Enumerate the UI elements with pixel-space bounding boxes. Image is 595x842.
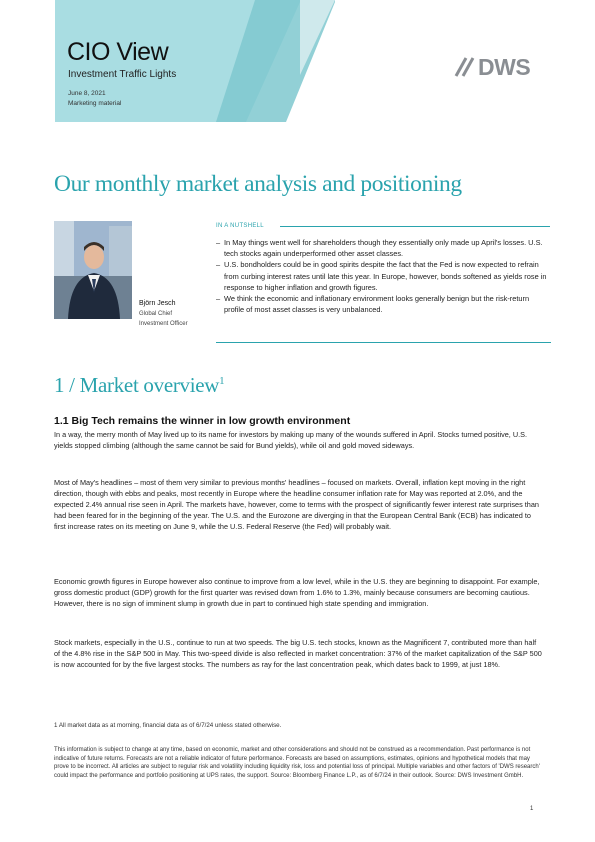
nutshell-list xyxy=(216,237,551,315)
nutshell-item: – We think the economic and inflationary environment looks generally benign but the risk-return profile of most asset classes is very unbalanced. xyxy=(216,293,551,315)
nutshell-item: – In May things went well for shareholders though they essentially only made up April's losses. U.S. tech stocks again underperformed other asset classes. xyxy=(216,237,551,259)
document-tag: Marketing material xyxy=(68,100,122,107)
header-band xyxy=(0,0,340,125)
nutshell-item: – U.S. bondholders could be in good spirits despite the fact that the Fed is now expected to refrain from curbing interest rates until late this year. In Europe, however, bonds softened as yields rose in response to higher inflation and growth figures. xyxy=(216,259,551,293)
document-title: CIO View xyxy=(67,38,169,66)
section-subheading: 1.1 Big Tech remains the winner in low growth environment xyxy=(54,415,351,427)
footnote: 1 All market data as at morning, financial data as of 6/7/24 unless stated otherwise. xyxy=(54,722,282,729)
nutshell-divider xyxy=(280,226,550,227)
author-role-line2: Investment Officer xyxy=(139,321,188,327)
nutshell-bottom-divider xyxy=(216,342,551,343)
paragraph: Most of May's headlines – most of them very similar to previous months' headlines – focused on markets. Overall, inflation kept moving in the right direction, though with ebbs and peaks, most recently in Europe where the headline consumer inflation rate for May was reported at 2.0%, and the expected 2.4% annual rise seen in April. The markets have, however, come to terms with the prospect of significantly fewer interest rate surprises than had been feared for in the beginning of the year. The U.S. and the Eurozone are diverging in that the European Central Bank (ECB) has indicated to first increase rates on its meeting on June 9, while the U.S. Federal Reserve (the Fed) will probably wait. xyxy=(54,478,539,531)
paragraph: Economic growth figures in Europe however also continue to improve from a low level, while in the U.S. they are beginning to disappoint. For example, gross domestic product (GDP) growth for the first quarter was revised down from 1.6% to 1.3%, mainly because consumers are becoming cautious. However, there is no sign of imminent slump in growth due in part to continued high state spending and immigration. xyxy=(54,577,540,608)
dws-logo xyxy=(452,52,544,82)
document-subtitle: Investment Traffic Lights xyxy=(68,69,177,80)
document-date: June 8, 2021 xyxy=(68,90,106,97)
author-role: Global Chief xyxy=(139,311,173,317)
disclaimer: This information is subject to change at any time, based on economic, market and other considerations and should not be construed as a recommendation. Past performance is not indicative of future returns. Forecasts are not a reliable indicator of future performance. Forecasts are based on assumptions, estimates, opinions and hypothetical models that may prove to be incorrect. All articles are subject to regular risk and volatility including liquidity risk, loss and potential loss of principal. Multiple variables and other factors of 'DWS research' could impact the performance and portfolio positioning at UPS rates, the support. Source: Bloomberg Finance L.P., as of 6/7/24 in their outlook. Source: DWS Investment GmbH. xyxy=(54,747,540,779)
main-heading: Our monthly market analysis and positioning xyxy=(54,171,462,197)
paragraph: Stock markets, especially in the U.S., continue to run at two speeds. The big U.S. tech stocks, known as the Magnificent 7, contributed more than half of the 4.8% rise in the S&P 500 in May. This two-speed divide is also reflected in market concentration: 37% of the market capitalization of the S&P 500 is now accounted for by the five largest stocks. The numbers as ray for the last concentration peak, which dates back to 1999, at just 18%. xyxy=(54,638,542,669)
author-name: Björn Jesch xyxy=(139,300,176,307)
paragraph: In a way, the merry month of May lived up to its name for investors by making up many of the wounds suffered in April. Stocks turned positive, U.S. yields stopped climbing (although the same cannot be said for Bund yields), while oil and gold moved sideways. xyxy=(54,430,528,450)
section-heading xyxy=(54,373,224,398)
page-number: 1 xyxy=(530,806,534,812)
footnote-ref: 1 xyxy=(219,375,225,387)
logo-text: DWS xyxy=(478,54,531,80)
nutshell-label: IN A NUTSHELL xyxy=(216,223,264,229)
section-heading-text: 1 / Market overview xyxy=(54,373,220,397)
author-photo xyxy=(54,221,132,319)
